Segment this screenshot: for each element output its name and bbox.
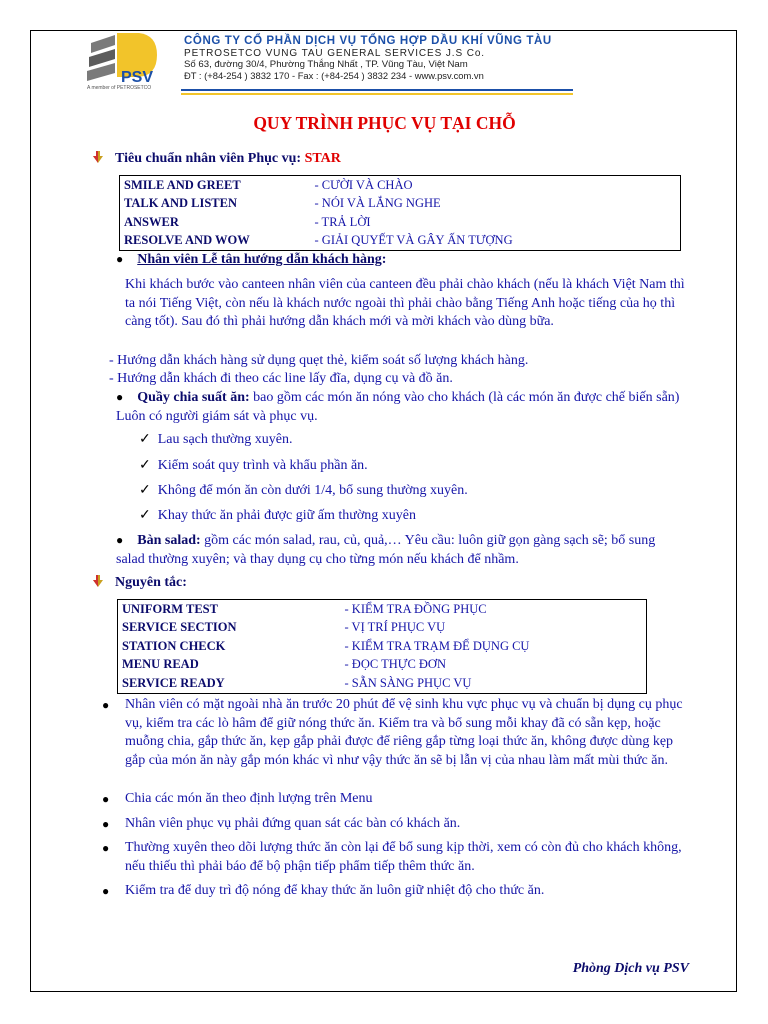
table-row: SERVICE SECTION - VỊ TRÍ PHỤC VỤ — [122, 620, 446, 635]
bullet-icon: ● — [102, 698, 110, 712]
logo-subtitle: A member of PETROSETCO — [87, 85, 152, 91]
principles-table — [117, 599, 647, 694]
bullet-icon: ● — [102, 817, 110, 831]
list-item: ● Nhân viên có mặt ngoài nhà ăn trước 20 phút để vệ sinh khu vực phục vụ và chuẩn bị dụng cụ phục vụ, kiểm tra các lò hâm để giữ nóng thức ăn. Kiểm tra và bổ sung mỗi khay đã có sẵn kẹp, hoặc muỗng chia, gắp thức ăn, kẹp gắp phải được để riêng gắp từng loại thức ăn, không được dùng kẹp gắp của món ăn này gắp món khác vì như vậy thức ăn sẽ bị lẫn vị của nhau làm mất mùi thức ăn. — [102, 697, 683, 768]
header-rule-yellow — [181, 93, 573, 95]
table-row: SERVICE READY - SẴN SÀNG PHỤC VỤ — [122, 675, 472, 690]
check-item: ✓ Lau sạch thường xuyên. — [139, 432, 293, 447]
arrow-down-icon — [93, 575, 103, 587]
header-rule-blue — [181, 89, 573, 91]
checkmark-icon: ✓ — [139, 483, 151, 498]
list-item: ● Thường xuyên theo dõi lượng thức ăn còn lại để bổ sung kịp thời, xem có còn đủ cho khách không, nếu thiếu thì phải báo để bộ phận tiếp phẩm tiếp thêm thức ăn. — [102, 840, 682, 874]
salad-block — [116, 531, 686, 569]
check-item: ✓ Kiểm soát quy trình và khẩu phần ăn. — [139, 458, 368, 473]
checkmark-icon: ✓ — [139, 508, 151, 523]
table-row: ANSWER - TRẢ LỜI — [124, 214, 371, 229]
counter-heading: Quầy chia suất ăn: — [137, 390, 250, 405]
table-row: STATION CHECK - KIỂM TRA TRẠM ĐỂ DỤNG CỤ — [122, 638, 530, 653]
section-principles-heading: Nguyên tắc: — [93, 575, 187, 591]
company-name-vn: CÔNG TY CỔ PHẦN DỊCH VỤ TỔNG HỢP DẦU KHÍ VŨNG TÀU — [184, 35, 552, 47]
reception-dash-1: - Hướng dẫn khách hàng sử dụng quẹt thẻ, kiểm soát số lượng khách hàng. — [109, 353, 529, 368]
salad-text: gồm các món salad, rau, củ, quả,… Yêu cầu: luôn giữ gọn gàng sạch sẽ; bổ sung salad thường xuyên; và thay dụng cụ cho từng món nếu khách để nhầm. — [116, 533, 656, 567]
document-title: QUY TRÌNH PHỤC VỤ TẠI CHỖ — [253, 113, 516, 133]
company-header — [184, 35, 552, 81]
checkmark-icon: ✓ — [139, 432, 151, 447]
list-item: ● Kiểm tra để duy trì độ nóng để khay thức ăn luôn giữ nhiệt độ cho thức ăn. — [125, 882, 685, 901]
arrow-down-icon — [93, 151, 103, 163]
table-row: SMILE AND GREET - CƯỜI VÀ CHÀO — [124, 177, 413, 192]
list-item: ● Nhân viên phục vụ phải đứng quan sát các bàn có khách ăn. — [125, 815, 685, 834]
salad-heading: Bàn salad: — [137, 533, 201, 548]
reception-dash-2: - Hướng dẫn khách đi theo các line lấy đĩa, dụng cụ và đồ ăn. — [109, 371, 453, 386]
bullet-icon: ● — [116, 390, 124, 404]
signature: Phòng Dịch vụ PSV — [572, 961, 689, 976]
table-row: TALK AND LISTEN - NÓI VÀ LẮNG NGHE — [124, 196, 441, 211]
section-star-label: Tiêu chuẩn nhân viên Phục vụ: — [115, 151, 305, 166]
check-item: ✓ Không để món ăn còn dưới 1/4, bổ sung thường xuyên. — [139, 483, 468, 498]
logo-text: PSV — [121, 69, 154, 86]
counter-block — [116, 388, 686, 426]
star-highlight: STAR — [304, 151, 341, 166]
reception-paragraph: Khi khách bước vào canteen nhân viên của canteen đều phải chào khách (nếu là khách Việt Nam thì ta nói Tiếng Việt, còn nếu là khách nước ngoài thì phải chào bằng Tiếng Anh hoặc tiếng của họ thì càng tốt). Sau đó thì phải hướng dẫn khách mới và mời khách vào dùng bữa. — [125, 277, 685, 329]
bullet-icon: ● — [102, 841, 110, 855]
star-table — [119, 175, 681, 251]
section-star-heading — [93, 151, 341, 167]
list-item: ● Chia các món ăn theo định lượng trên Menu — [125, 790, 685, 809]
bullet-icon: ● — [102, 884, 110, 898]
reception-heading: ● Nhân viên Lễ tân hướng dẫn khách hàng: — [116, 252, 387, 267]
company-name-en: PETROSETCO VUNG TAU GENERAL SERVICES J.S Co. — [184, 48, 485, 59]
check-item: ✓ Khay thức ăn phải được giữ ấm thường xuyên — [139, 508, 416, 523]
table-row: UNIFORM TEST - KIỂM TRA ĐỒNG PHỤC — [122, 601, 487, 616]
bullet-icon: ● — [102, 792, 110, 806]
counter-text: bao gồm các món ăn nóng vào cho khách (là các món ăn được chế biến sẵn) Luôn có người giám sát và phục vụ. — [116, 390, 680, 424]
bullet-icon: ● — [116, 533, 124, 547]
company-logo — [87, 31, 179, 93]
table-row: RESOLVE AND WOW - GIẢI QUYẾT VÀ GÂY ẤN TƯỢNG — [124, 233, 513, 248]
company-contact: ĐT : (+84-254 ) 3832 170 - Fax : (+84-254 ) 3832 234 - www.psv.com.vn — [184, 70, 484, 81]
company-address: Số 63, đường 30/4, Phường Thắng Nhất , TP. Vũng Tàu, Việt Nam — [184, 59, 468, 70]
table-row: MENU READ - ĐỌC THỰC ĐƠN — [122, 657, 446, 672]
bullet-icon: ● — [116, 252, 124, 266]
checkmark-icon: ✓ — [139, 458, 151, 473]
document-page — [30, 30, 737, 992]
